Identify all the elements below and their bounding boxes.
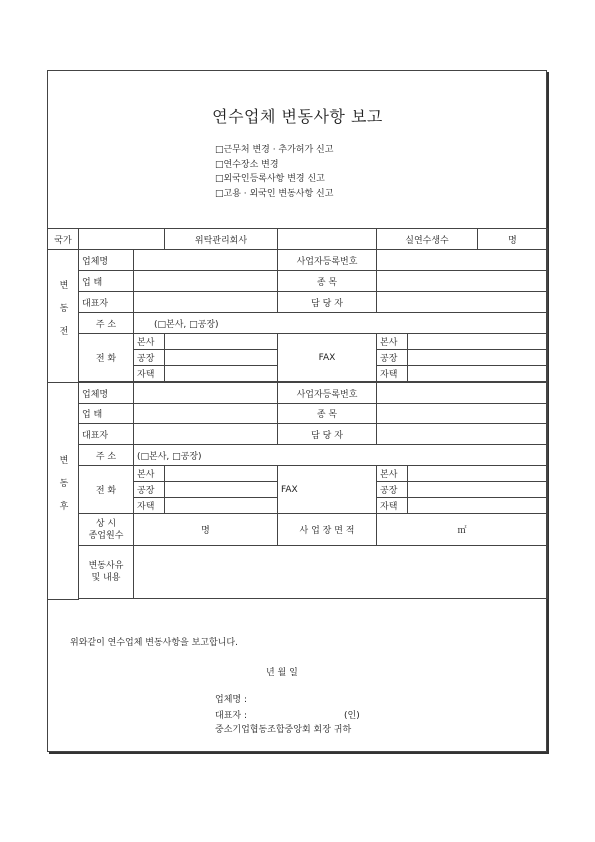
- after-manager-label: 담 당 자: [278, 424, 377, 445]
- after-address-row: [48, 445, 548, 466]
- after-bizreg-label: 사업자등록번호: [278, 383, 377, 404]
- after-reason-label: [79, 546, 134, 599]
- after-manager-field[interactable]: [377, 424, 548, 445]
- after-phone-home-field[interactable]: [165, 498, 278, 514]
- before-phone-label: 전 화: [79, 334, 134, 382]
- after-reason-row: [48, 546, 548, 599]
- before-biztype-label: 업 태: [79, 271, 134, 292]
- before-fax-hq-field[interactable]: [408, 334, 548, 350]
- after-phone-hq-row: [48, 466, 548, 482]
- before-bizreg-label: 사업자등록번호: [278, 250, 377, 271]
- after-rep-field[interactable]: [134, 424, 278, 445]
- before-rep-field[interactable]: [134, 292, 278, 313]
- before-item-label: 종 목: [278, 271, 377, 292]
- before-fax-hq-label: 본사: [377, 334, 408, 350]
- form-title: 연수업체 변동사항 보고: [212, 107, 383, 126]
- before-address-label: 주 소: [79, 313, 134, 334]
- after-rep-row: [48, 424, 548, 445]
- after-phone-hq-field[interactable]: [165, 466, 278, 482]
- after-reason-label-1: 변동사유: [88, 561, 124, 571]
- after-rep-label: 대표자: [79, 424, 134, 445]
- after-employees-row: [48, 514, 548, 546]
- after-section-label: 변동후: [57, 454, 68, 524]
- checkbox-alien-registration-change[interactable]: □외국인등록사항 변경 신고: [215, 174, 325, 184]
- before-section-label: 변동전: [57, 280, 68, 349]
- after-biztype-label: 업 태: [79, 404, 134, 424]
- report-type-checkboxes: [215, 143, 333, 201]
- before-address-row: [48, 313, 548, 334]
- before-phone-hq-row: [48, 334, 548, 350]
- before-fax-home-label: 자택: [377, 366, 408, 382]
- before-manager-field[interactable]: [377, 292, 548, 313]
- before-type-row: [48, 271, 548, 292]
- after-fax-factory-label: 공장: [377, 482, 408, 498]
- after-spacer-cell: [79, 599, 548, 600]
- before-fax-factory-field[interactable]: [408, 350, 548, 366]
- after-company-row: [48, 383, 548, 404]
- after-fax-hq-label: 본사: [377, 466, 408, 482]
- footer-recipient: 중소기업협동조합중앙회 회장 귀하: [215, 725, 352, 735]
- before-fax-home-field[interactable]: [408, 366, 548, 382]
- after-area-unit: ㎡: [457, 526, 467, 536]
- before-section: [48, 250, 79, 383]
- after-employees-label-1: 상 시: [95, 518, 117, 529]
- after-biztype-field[interactable]: [134, 404, 278, 424]
- after-phone-factory-label: 공장: [134, 482, 165, 498]
- after-section: [48, 383, 79, 600]
- before-company-field[interactable]: [134, 250, 278, 271]
- before-rep-row: [48, 292, 548, 313]
- trainee-count-label: 실연수생수: [377, 229, 478, 250]
- before-phone-factory-field[interactable]: [165, 350, 278, 366]
- before-bizreg-field[interactable]: [377, 250, 548, 271]
- after-reason-field[interactable]: [134, 546, 548, 599]
- footer-seal: (인): [344, 711, 360, 721]
- after-fax-home-field[interactable]: [408, 498, 548, 514]
- after-fax-label: FAX: [278, 466, 377, 514]
- after-address-field[interactable]: [134, 445, 548, 466]
- change-report-table: [47, 228, 548, 600]
- after-type-row: [48, 404, 548, 424]
- after-item-field[interactable]: [377, 404, 548, 424]
- after-fax-factory-field[interactable]: [408, 482, 548, 498]
- footer-date[interactable]: 년 월 일: [266, 668, 298, 678]
- before-item-field[interactable]: [377, 271, 548, 292]
- checkbox-employment-change[interactable]: □고용 · 외국인 변동사항 신고: [215, 188, 334, 199]
- before-fax-factory-label: 공장: [377, 350, 408, 366]
- before-rep-label: 대표자: [79, 292, 134, 313]
- after-spacer: [48, 599, 548, 600]
- after-address-label: 주 소: [79, 445, 134, 466]
- agency-label: 위탁관리회사: [165, 229, 278, 250]
- after-phone-label: 전 화: [79, 466, 134, 514]
- after-employees-label: [79, 514, 134, 546]
- before-company-label: 업체명: [79, 250, 134, 271]
- after-address-option[interactable]: (□본사, □공장): [137, 451, 202, 462]
- before-biztype-field[interactable]: [134, 271, 278, 292]
- after-employees-field[interactable]: [134, 514, 278, 546]
- after-company-label: 업체명: [79, 383, 134, 404]
- trainee-count-unit[interactable]: 명: [478, 229, 548, 250]
- before-company-row: [48, 250, 548, 271]
- after-reason-label-2: 및 내용: [91, 573, 121, 583]
- footer-representative[interactable]: 대표자 :: [215, 711, 247, 721]
- after-employees-unit: 명: [201, 526, 210, 536]
- agency-field[interactable]: [278, 229, 377, 250]
- after-employees-label-2: 종업원수: [88, 530, 124, 541]
- header-row: [48, 229, 548, 250]
- after-phone-factory-field[interactable]: [165, 482, 278, 498]
- after-phone-home-label: 자택: [134, 498, 165, 514]
- footer-statement: 위와같이 연수업체 변동사항을 보고합니다.: [70, 638, 238, 648]
- checkbox-workplace-change[interactable]: □근무처 변경 · 추가허가 신고: [215, 145, 334, 155]
- footer-company[interactable]: 업체명 :: [215, 695, 247, 705]
- after-site-area-field[interactable]: [377, 514, 548, 546]
- after-site-area-label: 사 업 장 면 적: [278, 514, 377, 546]
- after-fax-hq-field[interactable]: [408, 466, 548, 482]
- country-label: 국가: [48, 229, 79, 250]
- before-phone-home-label: 자택: [134, 366, 165, 382]
- before-address-option[interactable]: (□본사, □공장): [154, 319, 219, 330]
- after-fax-home-label: 자택: [377, 498, 408, 514]
- before-manager-label: 담 당 자: [278, 292, 377, 313]
- checkbox-training-site-change[interactable]: □연수장소 변경: [215, 159, 279, 170]
- before-phone-factory-label: 공장: [134, 350, 165, 366]
- before-phone-hq-label: 본사: [134, 334, 165, 350]
- before-fax-label: FAX: [278, 334, 377, 382]
- after-bizreg-field[interactable]: [377, 383, 548, 404]
- before-address-field[interactable]: [134, 313, 548, 334]
- after-phone-hq-label: 본사: [134, 466, 165, 482]
- before-phone-home-field[interactable]: [165, 366, 278, 382]
- country-field[interactable]: [79, 229, 165, 250]
- after-item-label: 종 목: [278, 404, 377, 424]
- after-company-field[interactable]: [134, 383, 278, 404]
- before-phone-hq-field[interactable]: [165, 334, 278, 350]
